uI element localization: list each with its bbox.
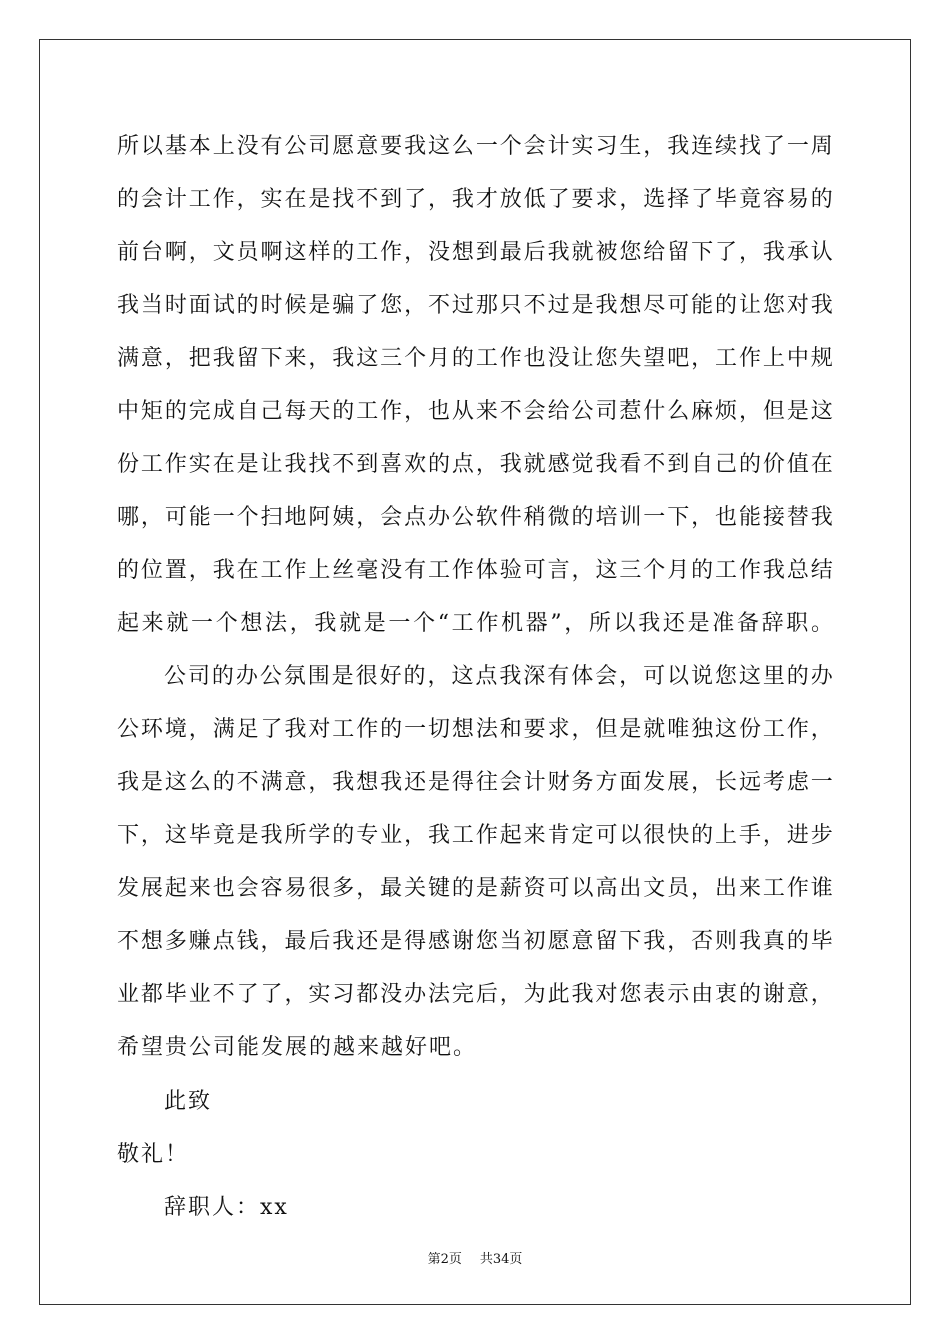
body-line: 份 工 作 实 在 是 让 我 找 不 到 喜 欢 的 点 ， 我 就 感 觉 我 看 不 到 自 己 的 价 值 在 <box>117 452 833 477</box>
signature-text: 辞职人：xx <box>164 1195 289 1220</box>
body-line: 不 想 多 赚 点 钱 ， 最 后 我 还 是 得 感 谢 您 当 初 愿 意 留 下 我 ， 否 则 我 真 的 毕 <box>117 929 833 954</box>
body-line: 哪 ， 可 能 一 个 扫 地 阿 姨 ， 会 点 办 公 软 件 稍 微 的 培 训 一 下 ， 也 能 接 替 我 <box>117 505 833 530</box>
page-total: 共34页 <box>479 1252 523 1267</box>
body-line: 中 矩 的 完 成 自 己 每 天 的 工 作 ， 也 从 来 不 会 给 公 司 惹 什 么 麻 烦 ， 但 是 这 <box>117 399 833 424</box>
page-number: 第2页 <box>427 1252 462 1267</box>
body-line: 公 环 境 ， 满 足 了 我 对 工 作 的 一 切 想 法 和 要 求 ， 但 是 就 唯 独 这 份 工 作 ， <box>117 717 833 742</box>
body-line: 发 展 起 来 也 会 容 易 很 多 ， 最 关 键 的 是 薪 资 可 以 高 出 文 员 ， 出 来 工 作 谁 <box>117 876 833 901</box>
body-line: 希望贵公司能发展的越来越好吧。 <box>117 1035 478 1060</box>
body-line: 业 都 毕 业 不 了 了 ， 实 习 都 没 办 法 完 后 ， 为 此 我 对 您 表 示 由 衷 的 谢 意 ， <box>117 982 833 1007</box>
body-line: 前 台 啊 ， 文 员 啊 这 样 的 工 作 ， 没 想 到 最 后 我 就 被 您 给 留 下 了 ， 我 承 认 <box>117 240 833 265</box>
body-line: 所 以 基 本 上 没 有 公 司 愿 意 要 我 这 么 一 个 会 计 实 习 生 ， 我 连 续 找 了 一 周 <box>117 134 833 159</box>
body-line: 起 来 就 一 个 想 法 ， 我 就 是 一 个 “ 工 作 机 器 ” ， 所 以 我 还 是 准 备 辞 职 。 <box>117 611 833 636</box>
page-footer <box>0 1248 950 1267</box>
body-line: 的 会 计 工 作 ， 实 在 是 找 不 到 了 ， 我 才 放 低 了 要 求 ， 选 择 了 毕 竟 容 易 的 <box>117 187 833 212</box>
closing-text: 此致 <box>164 1089 213 1114</box>
body-line: 我 是 这 么 的 不 满 意 ， 我 想 我 还 是 得 往 会 计 财 务 方 面 发 展 ， 长 远 考 虑 一 <box>117 770 833 795</box>
body-line: 我 当 时 面 试 的 时 候 是 骗 了 您 ， 不 过 那 只 不 过 是 我 想 尽 可 能 的 让 您 对 我 <box>117 293 833 318</box>
body-line: 满 意 ， 把 我 留 下 来 ， 我 这 三 个 月 的 工 作 也 没 让 您 失 望 吧 ， 工 作 上 中 规 <box>117 346 833 371</box>
body-line: 下 ， 这 毕 竟 是 我 所 学 的 专 业 ， 我 工 作 起 来 肯 定 可 以 很 快 的 上 手 ， 进 步 <box>117 823 833 848</box>
body-line: 的 位 置 ， 我 在 工 作 上 丝 毫 没 有 工 作 体 验 可 言 ， 这 三 个 月 的 工 作 我 总 结 <box>117 558 833 583</box>
salute-text: 敬礼！ <box>117 1142 190 1167</box>
body-line: 公 司 的 办 公 氛 围 是 很 好 的 ， 这 点 我 深 有 体 会 ， 可 以 说 您 这 里 的 办 <box>164 664 833 689</box>
